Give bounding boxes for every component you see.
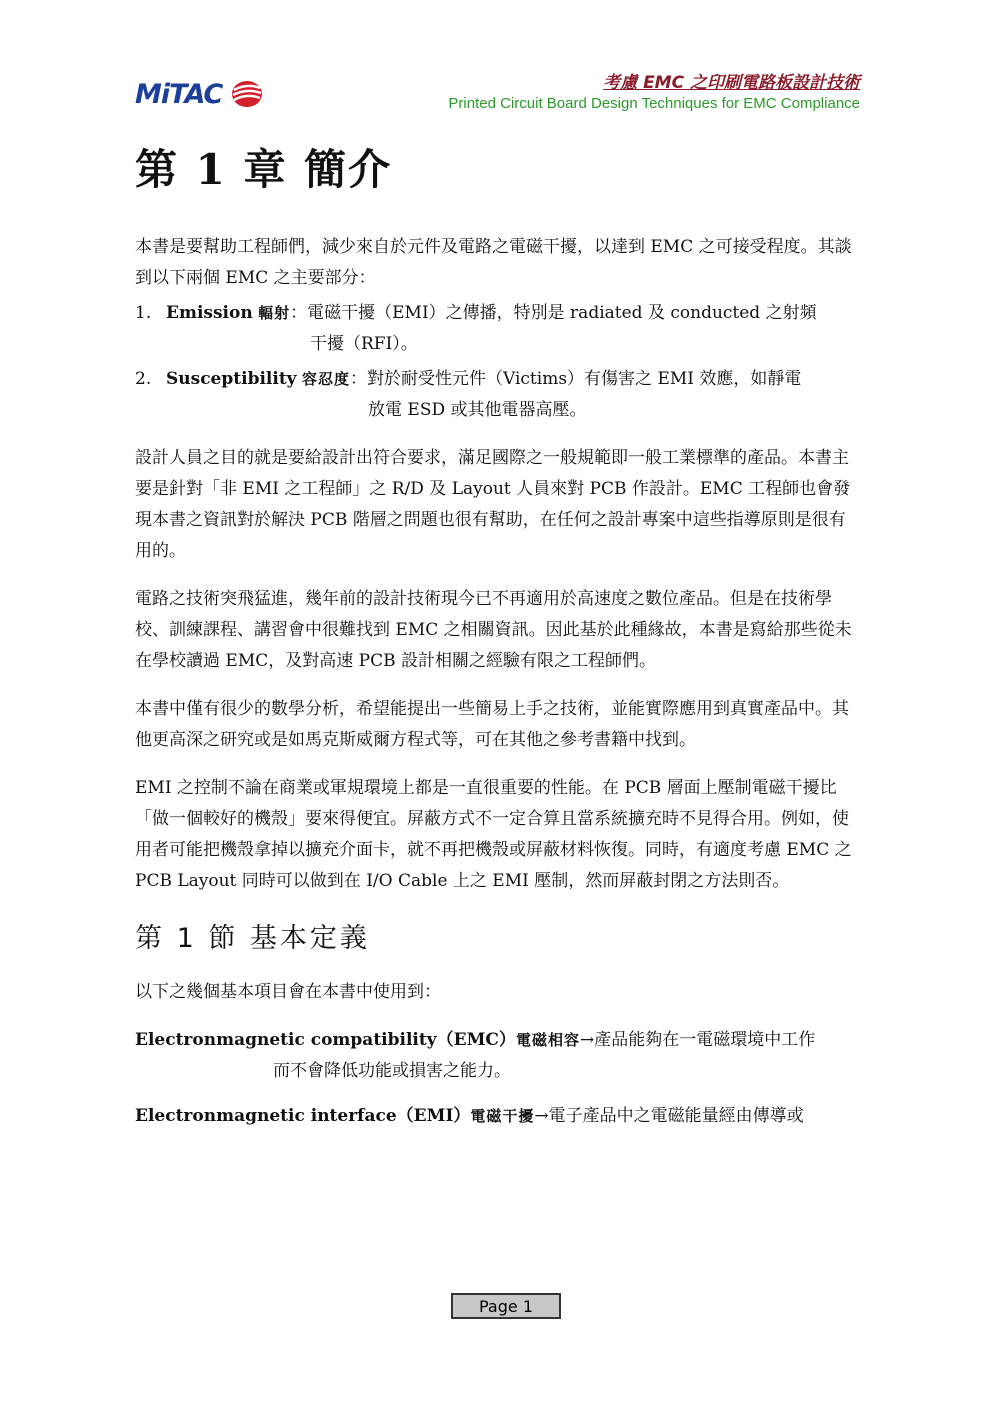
definition-term-cn: 電磁干擾 (470, 1107, 535, 1125)
list-body (166, 364, 860, 426)
intro-paragraph: 本書是要幫助工程師們，減少來自於元件及電路之電磁干擾，以達到 EMC 之可接受程度。其談到以下兩個 EMC 之主要部分： (135, 237, 852, 288)
emc-parts-list (135, 298, 860, 426)
page-number-badge: Page 1 (451, 1293, 561, 1319)
document-body (135, 232, 860, 1146)
list-line1: ：電磁干擾（EMI）之傳播，特別是 radiated 及 conducted 之射頻 (290, 303, 817, 323)
chapter-title: 第 1 章 簡介 (135, 145, 393, 194)
body-paragraph: 本書中僅有很少的數學分析，希望能提出一些簡易上手之技術，並能實際應用到真實產品中。其他更高深之研究或是如馬克斯威爾方程式等，可在其他之參考書籍中找到。 (135, 699, 849, 750)
definition-item (135, 1025, 860, 1087)
list-item (135, 298, 860, 360)
body-paragraph: 設計人員之目的就是要給設計出符合要求，滿足國際之一般規範即一般工業標準的產品。本書主要是針對「非 EMI 之工程師」之 R/D 及 Layout 人員來對 PCB 作設計。EMC 工程師也會發現本書之資訊對於解決 PCB 階層之問題也很有幫助，在任何之設計專案中這些指導原則是很有用的。 (135, 448, 851, 561)
list-term: Emission (166, 303, 253, 323)
list-number: 2. (135, 369, 152, 389)
list-term-cn: 容忍度 (301, 370, 350, 388)
section-title: 第 1 節 基本定義 (135, 923, 370, 954)
list-line1: ：對於耐受性元件（Victims）有傷害之 EMI 效應，如靜電 (350, 369, 802, 389)
page-header (135, 70, 860, 120)
section-intro: 以下之幾個基本項目會在本書中使用到： (135, 982, 441, 1002)
logo-text: MiTAC (135, 78, 223, 110)
list-number: 1. (135, 303, 152, 323)
document-subtitle: Printed Circuit Board Design Techniques for EMC Compliance (448, 95, 860, 112)
list-body (166, 298, 860, 360)
body-paragraph: EMI 之控制不論在商業或軍規環境上都是一直很重要的性能。在 PCB 層面上壓制電磁干擾比「做一個較好的機殼」要來得便宜。屏蔽方式不一定合算且當系統擴充時不見得合用。例如，使用者可能把機殼拿掉以擴充介面卡，就不再把機殼或屏蔽材料恢復。同時，有適度考慮 EMC 之 PCB Layout 同時可以做到在 I/O Cable 上之 EMI 壓制，然而屏蔽封閉之方法則否。 (135, 778, 852, 891)
list-term-cn: 輻射 (258, 304, 291, 322)
definition-line1: →電子產品中之電磁能量經由傳導或 (534, 1106, 804, 1126)
list-line2: 放電 ESD 或其他電器高壓。 (368, 400, 587, 420)
list-line2: 干擾（RFI）。 (310, 334, 418, 354)
header-titles (448, 72, 860, 114)
definition-line1: →產品能夠在一電磁環境中工作 (579, 1030, 816, 1050)
mitac-swirl-icon (230, 79, 264, 109)
definition-term-cn: 電磁相容 (515, 1031, 580, 1049)
definition-term: Electronmagnetic compatibility（EMC） (135, 1030, 516, 1050)
body-paragraph: 電路之技術突飛猛進，幾年前的設計技術現今已不再適用於高速度之數位產品。但是在技術學校、訓練課程、講習會中很難找到 EMC 之相關資訊。因此基於此種緣故，本書是寫給那些從未在學校讀過 EMC，及對高速 PCB 設計相關之經驗有限之工程師們。 (135, 589, 852, 671)
definition-term: Electronmagnetic interface（EMI） (135, 1106, 471, 1126)
list-term: Susceptibility (166, 369, 297, 389)
definition-item (135, 1101, 860, 1132)
definition-line2: 而不會降低功能或損害之能力。 (273, 1061, 511, 1081)
list-item (135, 364, 860, 426)
document-title: 考慮 EMC 之印刷電路板設計技術 (603, 73, 860, 93)
mitac-logo (135, 76, 264, 112)
